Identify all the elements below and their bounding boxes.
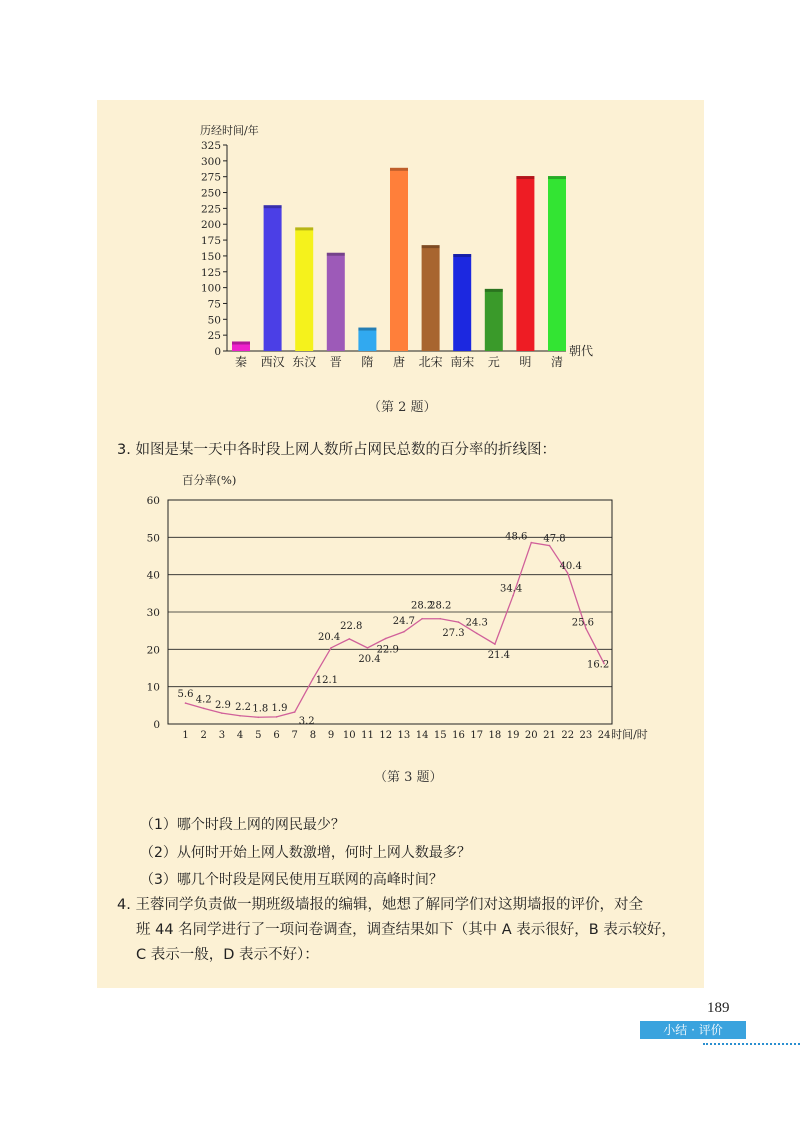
line-data-label: 2.2 [235, 701, 252, 713]
bar-category-label: 隋 [361, 355, 374, 369]
bar-y-tick-label: 0 [214, 346, 221, 358]
line-data-label: 47.8 [543, 533, 566, 545]
line-x-tick-label: 15 [433, 730, 447, 741]
line-x-tick-label: 4 [236, 730, 244, 741]
bar-西汉 [264, 205, 282, 351]
line-data-label: 24.3 [465, 617, 488, 629]
line-data-label: 40.4 [559, 561, 582, 573]
bar-晋 [327, 253, 345, 351]
line-data-label: 20.4 [317, 631, 341, 643]
subquestion-3: （3）哪几个时段是网民使用互联网的高峰时间？ [140, 872, 443, 888]
line-x-tick-label: 19 [506, 730, 520, 741]
line-point [349, 638, 351, 640]
line-x-tick-label: 23 [579, 730, 593, 741]
line-point [221, 712, 223, 714]
bar-top-shade [390, 168, 408, 171]
bar-y-tick-label: 150 [200, 250, 221, 263]
bar-南宋 [453, 254, 471, 351]
page-number: 189 [707, 1000, 730, 1016]
line-x-axis-label: 时间/时 [611, 728, 648, 741]
bar-明 [516, 176, 534, 351]
bar-y-tick-label: 175 [200, 235, 221, 248]
bar-category-label: 晋 [329, 355, 342, 369]
bar-唐 [390, 168, 408, 351]
section-tab: 小结 · 评价 [640, 1021, 746, 1039]
line-x-tick-label: 22 [561, 730, 575, 741]
bar-top-shade [264, 205, 282, 208]
line-point [203, 708, 205, 710]
question-4 [117, 893, 692, 968]
line-y-tick-label: 0 [153, 719, 160, 731]
line-x-tick-label: 13 [397, 730, 411, 741]
line-point [512, 595, 514, 597]
line-data-label: 48.6 [505, 531, 528, 543]
line-x-tick-label: 3 [218, 730, 226, 741]
line-point [258, 716, 260, 718]
bar-top-shade [422, 245, 440, 248]
subquestion-1: （1）哪个时段上网的网民最少？ [140, 817, 345, 833]
bar-元 [485, 289, 503, 351]
line-x-tick-label: 9 [327, 730, 335, 741]
bar-top-shade [516, 176, 534, 179]
line-point [549, 545, 551, 547]
line-y-tick-label: 30 [146, 607, 160, 619]
line-x-tick-label: 1 [182, 730, 189, 741]
bar-top-shade [327, 253, 345, 256]
line-x-tick-label: 21 [543, 730, 556, 741]
bar-y-tick-label: 125 [200, 266, 221, 279]
line-data-label: 16.2 [586, 659, 610, 671]
line-data-label: 22.8 [340, 620, 363, 632]
line-point [567, 572, 569, 574]
bar-y-tick-label: 300 [200, 155, 221, 168]
line-x-tick-label: 11 [361, 730, 374, 741]
line-data-label: 22.9 [376, 644, 399, 656]
line-x-tick-label: 5 [255, 730, 262, 741]
line-data-label: 1.9 [271, 702, 288, 714]
line-data-label: 1.8 [252, 703, 269, 715]
line-data-label: 34.4 [499, 583, 523, 595]
line-data-label: 5.6 [177, 689, 194, 701]
bar-category-label: 清 [550, 355, 564, 369]
bar-top-shade [358, 328, 376, 331]
bar-y-tick-label: 100 [200, 282, 221, 295]
bar-category-label: 元 [487, 355, 500, 369]
bar-y-tick-label: 325 [200, 140, 221, 152]
line-point [440, 618, 442, 620]
line-data-label: 28.2 [429, 600, 452, 612]
line-data-label: 20.4 [358, 653, 381, 665]
line-x-tick-label: 20 [524, 730, 538, 741]
line-point [367, 647, 369, 649]
bar-y-tick-label: 225 [200, 203, 221, 216]
line-data-label: 27.3 [442, 628, 465, 640]
line-point [458, 621, 460, 623]
internet-usage-line-chart [0, 460, 800, 760]
line-data-label: 25.6 [571, 617, 595, 629]
question-4-line-1: 4. 王蓉同学负责做一期班级墙报的编辑，她想了解同学们对这期墙报的评价，对全 [117, 897, 643, 913]
bar-x-axis-label: 朝代 [569, 344, 594, 358]
bar-清 [548, 176, 566, 351]
bar-top-shade [453, 254, 471, 257]
line-point [239, 715, 241, 717]
bar-top-shade [548, 176, 566, 179]
bar-top-shade [485, 289, 503, 292]
line-x-tick-label: 7 [291, 730, 298, 741]
bar-category-label: 明 [519, 355, 532, 369]
bar-category-label: 南宋 [450, 355, 475, 369]
line-point [494, 643, 496, 645]
line-y-tick-label: 40 [146, 569, 160, 582]
line-point [294, 711, 296, 713]
line-y-tick-label: 20 [146, 644, 160, 657]
line-x-tick-label: 16 [452, 730, 465, 741]
bar-category-label: 西汉 [260, 355, 285, 369]
question-3: 3. 如图是某一天中各时段上网人数所占网民总数的百分率的折线图： [117, 442, 556, 458]
line-x-tick-label: 18 [488, 730, 502, 741]
question-4-line-3: C 表示一般，D 表示不好）： [136, 947, 319, 963]
line-x-tick-label: 12 [379, 730, 393, 741]
line-point [185, 702, 187, 704]
line-point [476, 632, 478, 634]
line-data-label: 28.2 [410, 600, 434, 612]
line-point [312, 678, 314, 680]
line-data-label: 4.2 [195, 694, 212, 706]
line-chart-caption: （第 3 题） [374, 770, 443, 785]
subquestion-2: （2）从何时开始上网人数激增，何时上网人数最多？ [140, 845, 471, 861]
bar-category-label: 唐 [392, 355, 406, 369]
line-x-tick-label: 17 [470, 730, 484, 741]
line-point [531, 542, 533, 544]
bar-y-tick-label: 275 [200, 171, 221, 184]
bar-y-tick-label: 200 [200, 219, 221, 232]
bar-category-label: 秦 [234, 355, 248, 369]
bar-y-tick-label: 75 [207, 298, 221, 311]
line-x-tick-label: 8 [309, 730, 317, 741]
bar-y-axis-label: 历经时间/年 [200, 124, 259, 137]
line-data-label: 2.9 [214, 700, 231, 712]
line-x-tick-label: 10 [342, 730, 356, 741]
dynasty-bar-chart [0, 0, 800, 400]
bar-top-shade [232, 341, 250, 344]
bar-y-tick-label: 25 [207, 330, 221, 343]
line-point [385, 638, 387, 640]
bar-top-shade [295, 227, 313, 230]
bar-东汉 [295, 227, 313, 351]
line-x-tick-label: 14 [415, 730, 429, 741]
line-point [276, 716, 278, 718]
line-data-label: 24.7 [392, 615, 416, 627]
line-x-tick-label: 2 [200, 730, 207, 741]
bar-category-label: 北宋 [418, 355, 443, 369]
bar-category-label: 东汉 [292, 355, 317, 369]
line-data-label: 21.4 [487, 650, 511, 662]
line-point [403, 631, 405, 633]
line-x-tick-label: 6 [273, 730, 280, 741]
footer-dotted-rule [703, 1043, 800, 1045]
bar-北宋 [422, 245, 440, 351]
line-y-axis-label: 百分率(%) [182, 473, 237, 487]
bar-y-tick-label: 50 [207, 314, 221, 327]
line-y-tick-label: 50 [146, 532, 160, 545]
bar-隋 [358, 328, 376, 351]
line-data-label: 3.2 [298, 716, 315, 728]
line-point [421, 618, 423, 620]
bar-y-tick-label: 250 [200, 187, 221, 200]
line-y-tick-label: 10 [146, 681, 160, 694]
line-y-tick-label: 60 [146, 495, 160, 507]
question-4-line-2: 班 44 名同学进行了一项问卷调查，调查结果如下（其中 A 表示很好，B 表示较好， [136, 922, 676, 938]
line-data-label: 12.1 [315, 674, 339, 686]
bar-chart-caption: （第 2 题） [368, 400, 437, 415]
line-x-tick-label: 24 [597, 730, 611, 741]
line-point [330, 647, 332, 649]
